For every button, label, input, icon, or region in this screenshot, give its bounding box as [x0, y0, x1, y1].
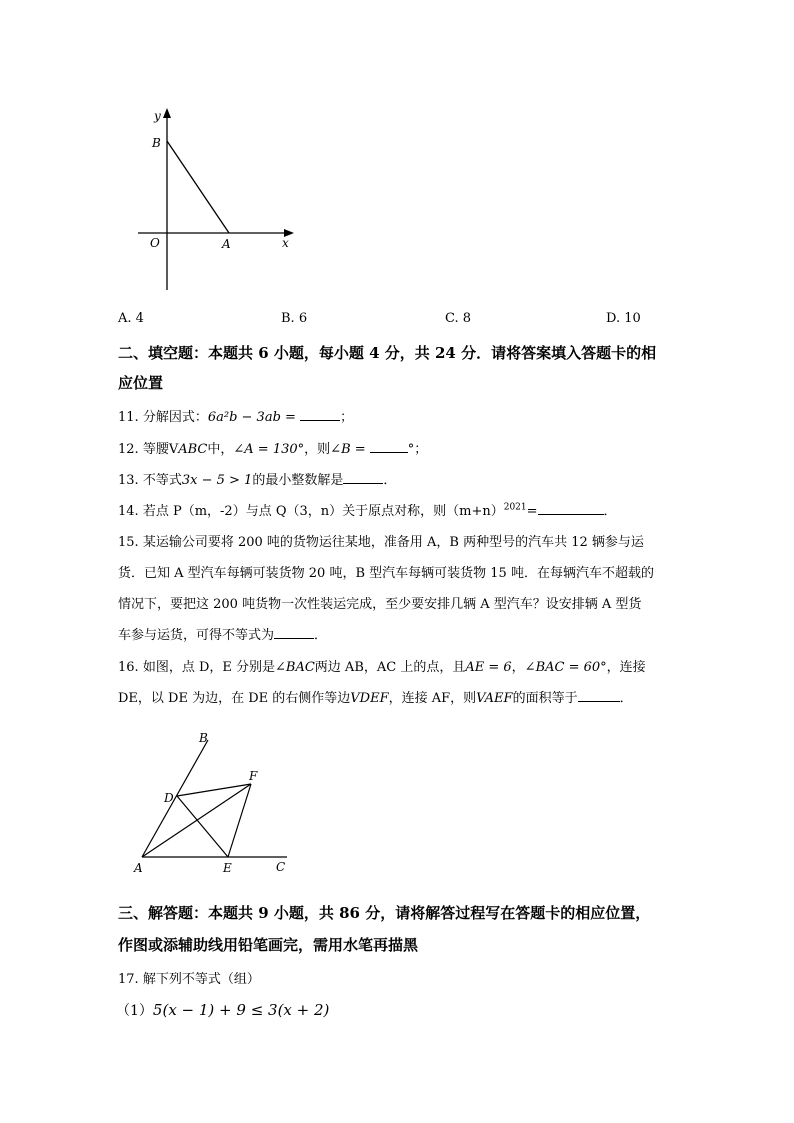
- section3-heading-line2: 作图或添辅助线用铅笔画完，需用水笔再描黑: [118, 936, 419, 954]
- q12-text-b: 中，: [207, 442, 234, 457]
- q13-tail: ．: [383, 473, 397, 488]
- q16-triangle-def: VDEF: [350, 691, 389, 706]
- q16-line1-g: ，连接: [606, 660, 646, 675]
- q16-line1-a: 如图，点 D，E 分别是: [142, 660, 276, 675]
- label-o: O: [150, 236, 160, 250]
- q16-line1-c: 两边 AB，AC 上的点，且: [314, 660, 466, 675]
- q12-angle-a: ∠A = 130°: [233, 442, 305, 457]
- choice-d: D. 10: [606, 311, 641, 326]
- q12-text-c: ，则: [304, 442, 331, 457]
- q16-line1-e: ，: [511, 660, 525, 675]
- q15-line4: 车参与运货，可得不等式为: [118, 628, 275, 643]
- segment-ef: [228, 784, 251, 857]
- q14-blank: [538, 502, 604, 515]
- answer-choices: [118, 311, 678, 331]
- q13-text-a: 不等式: [142, 473, 182, 488]
- label-c: C: [276, 860, 286, 874]
- label-b: B: [152, 136, 161, 150]
- label-x: x: [282, 236, 289, 250]
- q13-number: 13.: [118, 473, 139, 488]
- question-15-line2: 货．已知 A 型汽车每辆可装货物 20 吨，B 型汽车每辆可装货物 15 吨．在每辆汽车不超载的: [118, 566, 654, 581]
- q16-line2-e: 的面积等于: [512, 691, 578, 706]
- q13-text-b: 的最小整数解是: [252, 473, 344, 488]
- label-a: A: [222, 237, 231, 251]
- q14-tail: ．: [603, 504, 617, 519]
- label-b: B: [199, 731, 208, 745]
- question-11: [118, 406, 353, 425]
- q12-tail: °；: [407, 442, 428, 457]
- q17-1-expression: 5(x − 1) + 9 ≤ 3(x + 2): [152, 1001, 330, 1019]
- question-12: [118, 438, 427, 457]
- question-16-line2: [118, 687, 633, 706]
- q14-exponent: 2021: [503, 502, 527, 513]
- ray-ab: [142, 740, 208, 857]
- section2-heading-line1: 二、填空题：本题共 6 小题，每小题 4 分，共 24 分．请将答案填入答题卡的相: [118, 344, 657, 362]
- q16-ae-value: AE = 6: [465, 660, 512, 675]
- q13-blank: [343, 471, 383, 484]
- q12-angle-b: ∠B =: [330, 442, 366, 457]
- segment-ba: [167, 141, 229, 233]
- geometry-figure: [130, 726, 300, 876]
- question-17-part1: [116, 1000, 329, 1020]
- coordinate-figure: [130, 104, 300, 294]
- q16-triangle-aef: VAEF: [476, 691, 513, 706]
- q15-line1: 某运输公司要将 200 吨的货物运往某地，准备用 A，B 两种型号的汽车共 12 辆参与运: [142, 535, 644, 550]
- question-16-line1: [118, 656, 646, 675]
- q12-number: 12.: [118, 442, 139, 457]
- question-17: [118, 968, 260, 987]
- q16-line2-c: ，连接 AF，则: [388, 691, 477, 706]
- q16-blank: [578, 689, 620, 702]
- q14-text: 若点 P（m，-2）与点 Q（3，n）关于原点对称，则（m+n）: [142, 504, 504, 519]
- q15-number: 15.: [118, 535, 139, 550]
- q11-blank: [300, 408, 340, 421]
- label-f: F: [249, 769, 258, 783]
- label-e: E: [223, 861, 232, 875]
- choice-a: A. 4: [118, 311, 144, 326]
- q17-1-label: （1）: [116, 1003, 153, 1019]
- q17-number: 17.: [118, 972, 139, 987]
- q14-equals: =: [526, 504, 538, 519]
- section3-heading-line1: 三、解答题：本题共 9 小题，共 86 分，请将解答过程写在答题卡的相应位置，: [118, 904, 651, 922]
- question-15-line4: [118, 624, 327, 643]
- y-axis-arrow: [163, 108, 171, 118]
- q16-angle-bac: ∠BAC: [275, 660, 315, 675]
- q11-text: 分解因式：: [142, 410, 208, 425]
- question-14: [118, 500, 617, 519]
- section2-heading-line2: 应位置: [118, 374, 164, 392]
- q11-tail: ；: [340, 410, 354, 425]
- question-15-line1: [118, 531, 644, 550]
- q11-expression: 6a²b − 3ab =: [207, 410, 296, 425]
- q17-text: 解下列不等式（组）: [142, 972, 260, 987]
- label-y: y: [154, 109, 161, 123]
- q12-blank: [370, 440, 408, 453]
- q12-triangle-symbol: V: [168, 442, 179, 457]
- q16-number: 16.: [118, 660, 139, 675]
- q14-number: 14.: [118, 504, 139, 519]
- choice-b: B. 6: [281, 311, 308, 326]
- q12-triangle-name: ABC: [178, 442, 208, 457]
- question-13: [118, 469, 396, 488]
- q16-line2-a: DE，以 DE 为边，在 DE 的右侧作等边: [118, 691, 351, 706]
- q11-number: 11.: [118, 410, 139, 425]
- question-15-line3: 情况下，要把这 200 吨货物一次性装运完成，至少要安排几辆 A 型汽车？设安排辆 A 型货: [118, 597, 642, 612]
- segment-af: [142, 784, 251, 857]
- q15-tail: ．: [314, 628, 328, 643]
- q16-tail: ．: [619, 691, 633, 706]
- q15-blank: [274, 626, 314, 639]
- label-a: A: [134, 861, 143, 875]
- q16-angle-value: ∠BAC = 60°: [524, 660, 607, 675]
- q12-text-a: 等腰: [142, 442, 169, 457]
- label-d: D: [164, 791, 174, 805]
- segment-df: [177, 784, 251, 796]
- choice-c: C. 8: [445, 311, 472, 326]
- q13-expression: 3x − 5 > 1: [181, 473, 253, 488]
